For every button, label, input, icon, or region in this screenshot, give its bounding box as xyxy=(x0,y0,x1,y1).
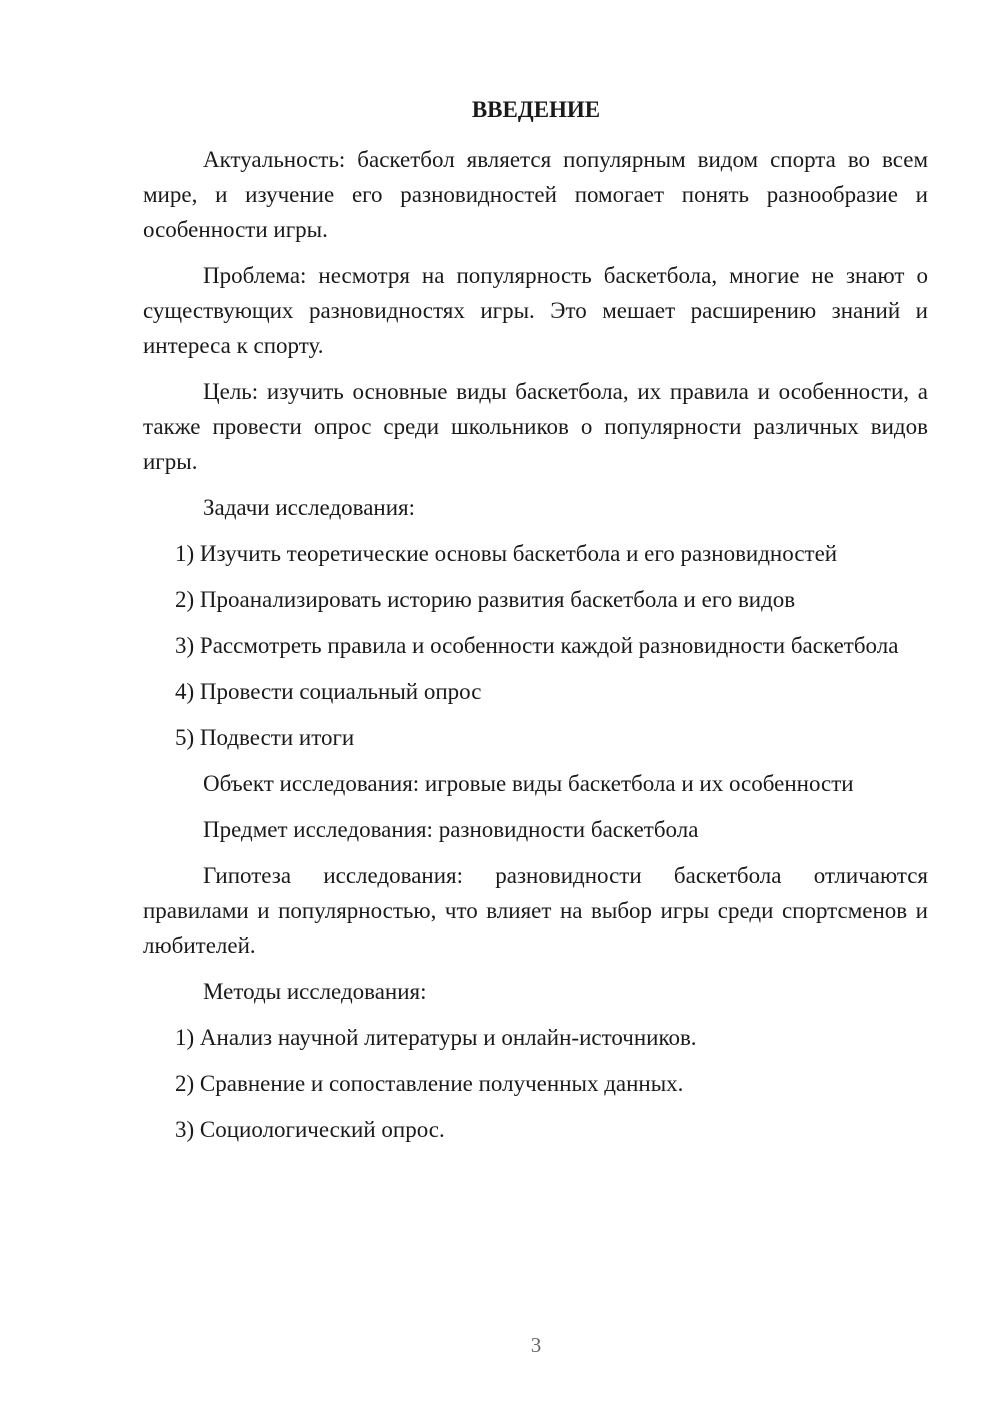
task-item: 4) Провести социальный опрос xyxy=(175,679,482,704)
method-item: 2) Сравнение и сопоставление полученных данных. xyxy=(175,1071,684,1096)
introduction-body xyxy=(143,142,928,1158)
task-item: 5) Подвести итоги xyxy=(175,725,355,750)
relevance-paragraph: Актуальность: баскетбол является популярным видом спорта во всем мире, и изучение его разновидностей помогает понять разнообразие и особенности игры. xyxy=(143,147,928,242)
methods-heading: Методы исследования: xyxy=(203,979,427,1004)
page-number: 3 xyxy=(530,1333,542,1357)
goal-paragraph: Цель: изучить основные виды баскетбола, их правила и особенности, а также провести опрос среди школьников о популярности различных видов игры. xyxy=(143,379,928,474)
method-item: 1) Анализ научной литературы и онлайн-источников. xyxy=(175,1025,697,1050)
problem-paragraph: Проблема: несмотря на популярность баскетбола, многие не знают о существующих разновидностях игры. Это мешает расширению знаний и интереса к спорту. xyxy=(143,263,928,358)
object-paragraph: Объект исследования: игровые виды баскетбола и их особенности xyxy=(203,771,854,796)
method-item: 3) Социологический опрос. xyxy=(175,1117,445,1142)
task-item: 3) Рассмотреть правила и особенности каждой разновидности баскетбола xyxy=(175,633,899,658)
task-item: 1) Изучить теоретические основы баскетбола и его разновидностей xyxy=(175,541,838,566)
task-item: 2) Проанализировать историю развития баскетбола и его видов xyxy=(175,587,796,612)
tasks-heading: Задачи исследования: xyxy=(203,495,416,520)
hypothesis-paragraph: Гипотеза исследования: разновидности баскетбола отличаются правилами и популярностью, что влияет на выбор игры среди спортсменов и любителей. xyxy=(143,863,928,958)
page-title: ВВЕДЕНИЕ xyxy=(471,97,601,122)
subject-paragraph: Предмет исследования: разновидности баскетбола xyxy=(203,817,699,842)
